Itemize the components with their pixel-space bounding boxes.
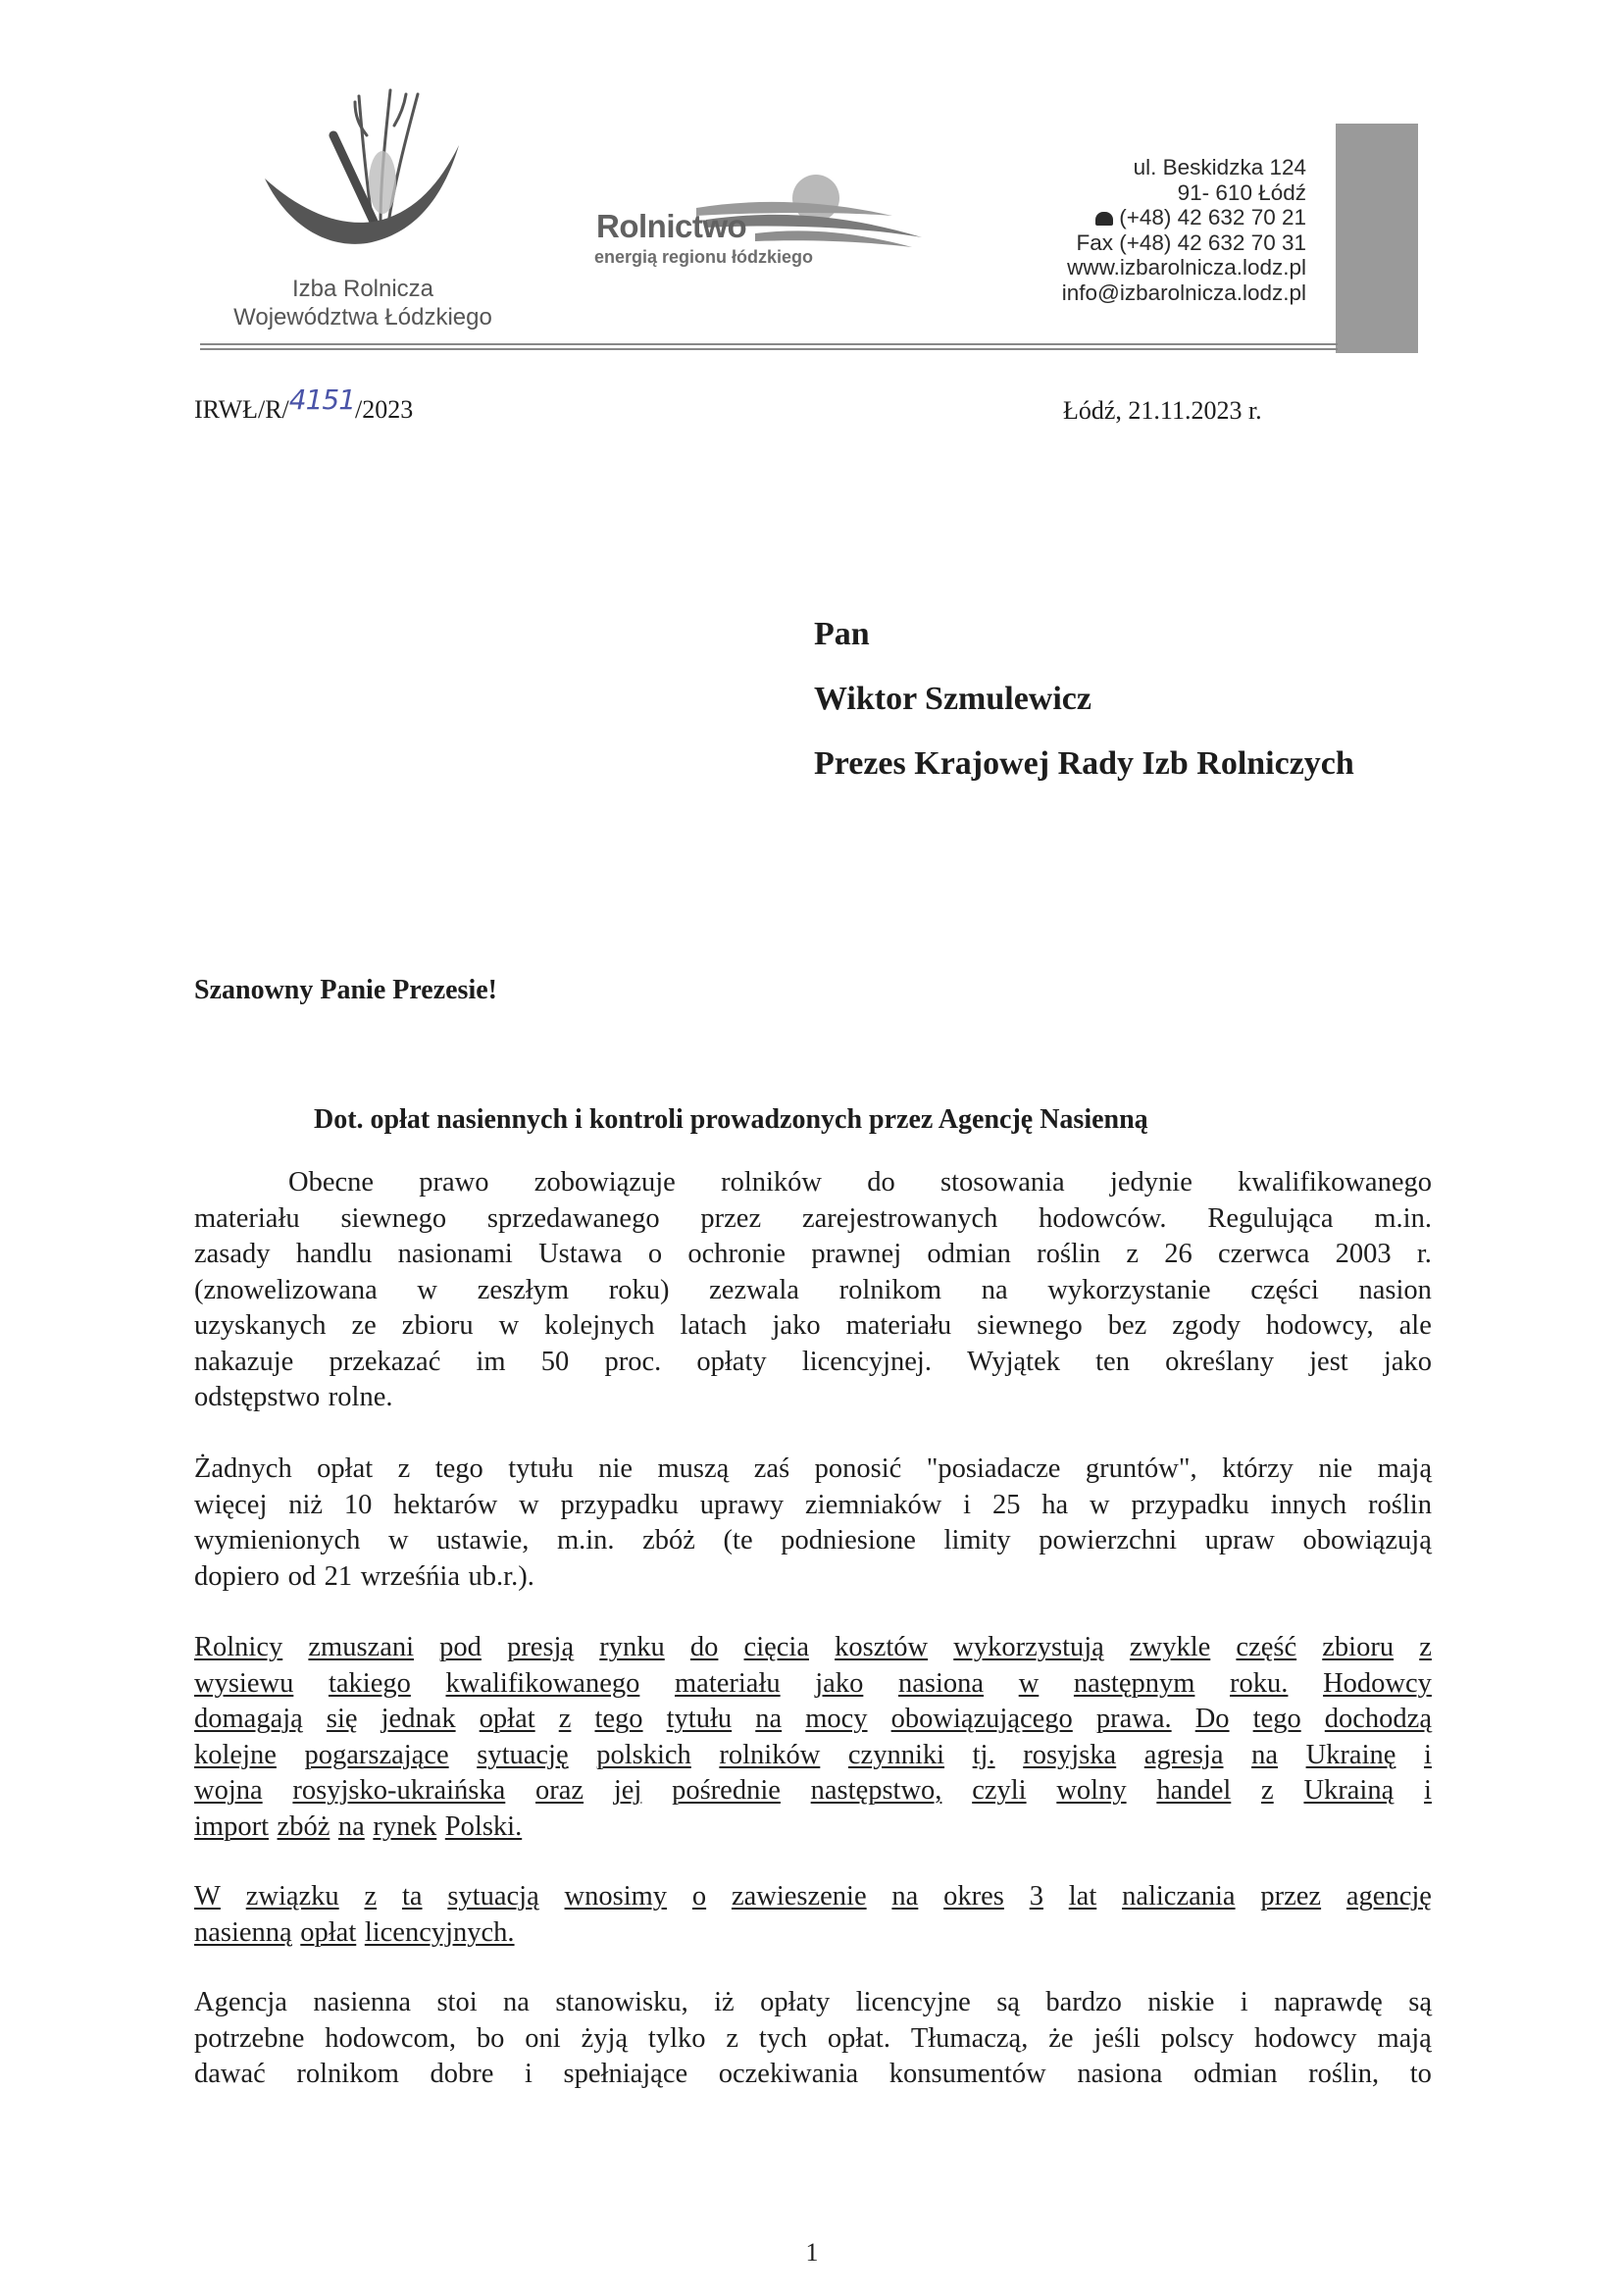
paragraph-line: materiału siewnego sprzedawanego przez zarejestrowanych hodowców. Regulująca m.in.: [194, 1202, 1432, 1234]
paragraph-line: wysiewu takiego kwalifikowanego materiału jako nasiona w następnym roku. Hodowcy: [194, 1667, 1432, 1699]
reference-prefix: IRWŁ/R/: [194, 395, 289, 424]
paragraph-line: Rolnicy zmuszani pod presją rynku do cięcia kosztów wykorzystują zwykle część zbioru z: [194, 1632, 1432, 1662]
fax-line: Fax (+48) 42 632 70 31: [1076, 229, 1306, 255]
paragraph-line: dopiero od 21 wrześńia ub.r.).: [194, 1560, 534, 1592]
paragraph-line: potrzebne hodowcom, bo oni żyją tylko z tych opłat. Tłumaczą, że jeśli polscy hodowcy mają: [194, 2022, 1432, 2054]
campaign-subtitle: energią regionu łódzkiego: [594, 247, 814, 267]
website-link: www.izbarolnicza.lodz.pl: [1067, 255, 1306, 280]
phone-line: [1062, 205, 1306, 230]
paragraph-4: [194, 1879, 1432, 1951]
phone-icon: [1095, 212, 1113, 226]
email-link: info@izbarolnicza.lodz.pl: [1061, 280, 1306, 305]
letterhead-rule-second: [200, 348, 1338, 350]
paragraph-line: wymienionych w ustawie, m.in. zbóż (te podniesione limity powierzchni upraw obowiązują: [194, 1525, 1432, 1555]
paragraph-line: Obecne prawo zobowiązuje rolników do stosowania jedynie kwalifikowanego: [288, 1167, 1432, 1198]
addressee-title: Pan: [814, 616, 870, 652]
organization-name-line1: Izba Rolnicza: [291, 276, 434, 302]
page-number: 1: [805, 2238, 819, 2267]
paragraph-line: więcej niż 10 hektarów w przypadku uprawy ziemniaków i 25 ha w przypadku innych roślin: [194, 1489, 1432, 1520]
paragraph-line: dawać rolnikom dobre i spełniające oczekiwania konsumentów nasiona odmian roślin, to: [194, 2059, 1432, 2089]
paragraph-line: nakazuje przekazać im 50 proc. opłaty licencyjnej. Wyjątek ten określany jest jako: [194, 1346, 1432, 1377]
addressee-block: [814, 616, 1354, 810]
paragraph-5: [194, 1985, 1432, 2093]
letter-subject: Dot. opłat nasiennych i kontroli prowadzonych przez Agencję Nasienną: [314, 1104, 1148, 1135]
addressee-position: Prezes Krajowej Rady Izb Rolniczych: [814, 745, 1354, 782]
letterhead-side-bar: [1336, 124, 1418, 353]
handwritten-reference-number: 4151: [288, 383, 356, 416]
address-city: 91- 610 Łódź: [1177, 179, 1306, 205]
letterhead-rule: [200, 343, 1338, 345]
paragraph-3: [194, 1630, 1432, 1845]
organization-name-line2: Województwa Łódzkiego: [233, 304, 492, 331]
paragraph-line: W związku z ta sytuacją wnosimy o zawieszenie na okres 3 lat naliczania przez agencję: [194, 1881, 1432, 1912]
letter-date: Łódź, 21.11.2023 r.: [1063, 396, 1262, 425]
paragraph-line: Żadnych opłat z tego tytułu nie muszą zaś ponosić "posiadacze gruntów", którzy nie mają: [194, 1453, 1432, 1484]
paragraph-2: [194, 1452, 1432, 1595]
campaign-title: Rolnictwo: [596, 208, 747, 244]
paragraph-line: import zbóż na rynek Polski.: [194, 1810, 523, 1842]
paragraph-1: [194, 1165, 1432, 1416]
reference-suffix: /2023: [355, 395, 414, 424]
address-street: ul. Beskidzka 124: [1133, 155, 1306, 179]
paragraph-line: (znowelizowana w zeszłym roku) zezwala rolnikom na wykorzystanie części nasion: [194, 1274, 1432, 1305]
paragraph-line: uzyskanych ze zbioru w kolejnych latach jako materiału siewnego bez zgody hodowcy, ale: [194, 1310, 1432, 1341]
chamber-emblem-icon: [257, 76, 473, 273]
paragraph-line: domagają się jednak opłat z tego tytułu na mocy obowiązującego prawa. Do tego dochodzą: [194, 1704, 1432, 1734]
phone-number: (+48) 42 632 70 21: [1119, 205, 1306, 229]
salutation: Szanowny Panie Prezesie!: [194, 975, 497, 1005]
contact-block: [1062, 155, 1306, 305]
campaign-logo: [588, 165, 922, 267]
reference-number: [194, 383, 414, 425]
organization-name: [196, 275, 530, 331]
paragraph-line: Agencja nasienna stoi na stanowisku, iż opłaty licencyjne są bardzo niskie i naprawdę są: [194, 1987, 1432, 2017]
addressee-name: Wiktor Szmulewicz: [814, 681, 1091, 717]
paragraph-line: odstępstwo rolne.: [194, 1382, 393, 1412]
paragraph-line: nasienną opłat licencyjnych.: [194, 1916, 515, 1948]
paragraph-line: wojna rosyjsko-ukraińska oraz jej pośrednie następstwo, czyli wolny handel z Ukrainą i: [194, 1775, 1432, 1806]
paragraph-line: zasady handlu nasionami Ustawa o ochronie prawnej odmian roślin z 26 czerwca 2003 r.: [194, 1239, 1432, 1269]
paragraph-line: kolejne pogarszające sytuację polskich rolników czynniki tj. rosyjska agresja na Ukrainę i: [194, 1739, 1432, 1770]
